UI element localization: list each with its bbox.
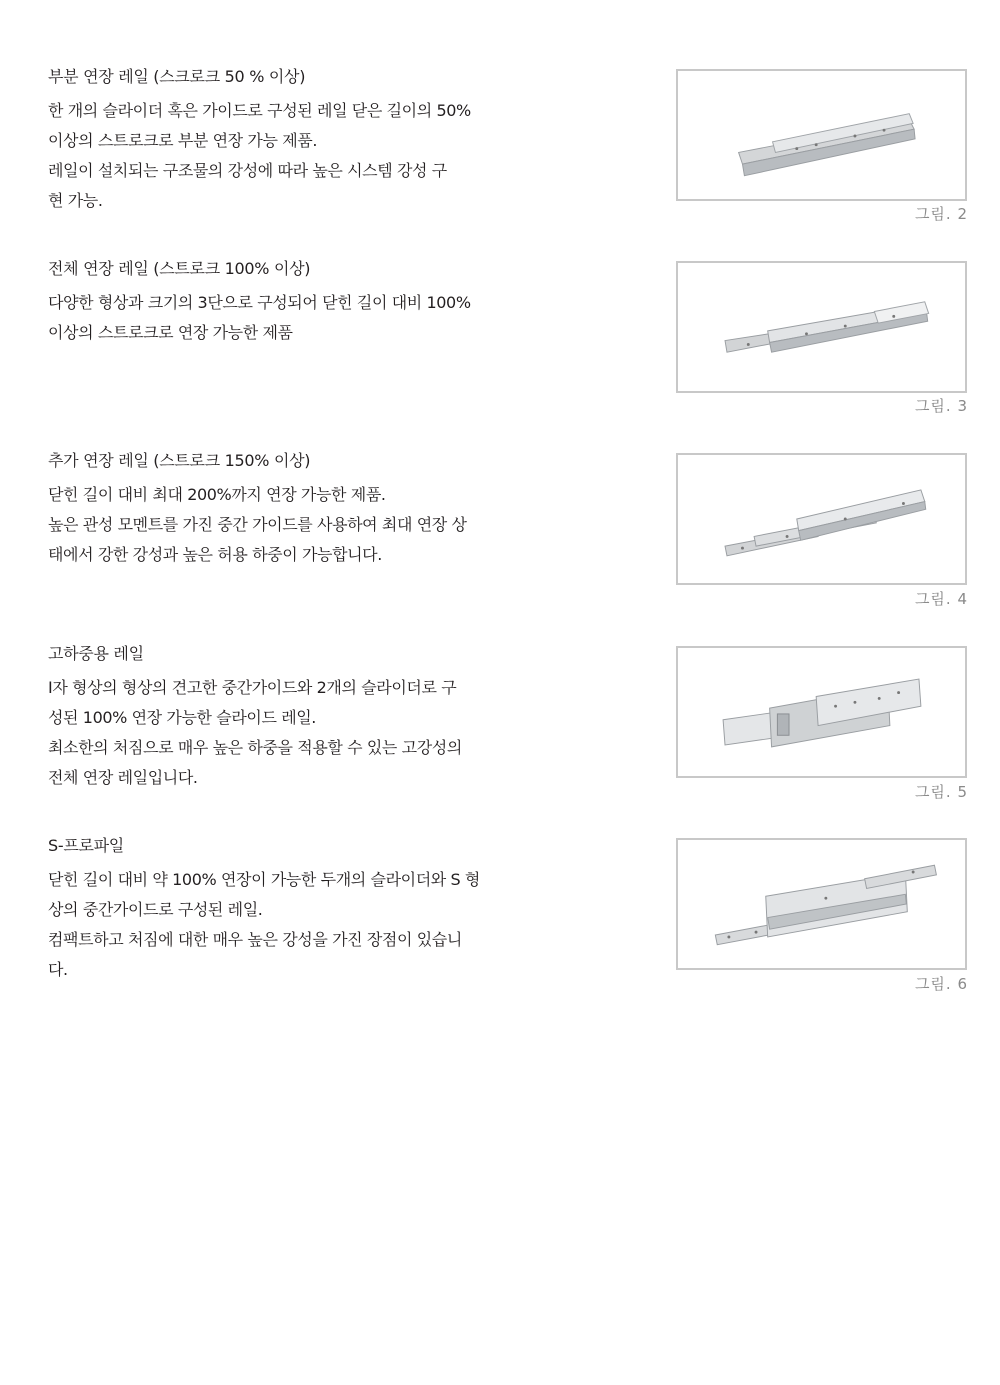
section-partial-extension <box>48 64 494 216</box>
rail-icon <box>678 455 965 583</box>
body-line: 닫힌 길이 대비 최대 200%까지 연장 가능한 제품. <box>48 485 386 504</box>
body-line: 레일이 설치되는 구조물의 강성에 따라 높은 시스템 강성 구 <box>48 161 447 180</box>
over-extension-rail-image <box>676 453 967 585</box>
body-line: 닫힌 길이 대비 약 100% 연장이 가능한 두개의 슬라이더와 S 형 <box>48 870 480 889</box>
body-line: 전체 연장 레일입니다. <box>48 768 198 787</box>
section-heavy-duty <box>48 641 494 793</box>
figure-caption: 그림. 4 <box>914 590 968 608</box>
figure-caption: 그림. 3 <box>914 397 968 415</box>
heavy-duty-rail-image <box>676 646 967 778</box>
partial-extension-rail-image <box>676 69 967 201</box>
section-title: 고하중용 레일 <box>48 644 144 663</box>
section-title: 부분 연장 레일 (스크로크 50 % 이상) <box>48 67 306 86</box>
body-line: 태에서 강한 강성과 높은 허용 하중이 가능합니다. <box>48 545 382 564</box>
section-title: 추가 연장 레일 (스트로크 150% 이상) <box>48 451 311 470</box>
rail-icon <box>678 648 965 776</box>
rail-icon <box>678 840 965 968</box>
body-line: 컴팩트하고 처짐에 대한 매우 높은 강성을 가진 장점이 있습니 <box>48 930 462 949</box>
body-line: 높은 관성 모멘트를 가진 중간 가이드를 사용하여 최대 연장 상 <box>48 515 467 534</box>
body-line: 이상의 스트로크로 연장 가능한 제품 <box>48 323 293 342</box>
figure-caption: 그림. 5 <box>914 783 968 801</box>
full-extension-rail-image <box>676 261 967 393</box>
body-line: 다양한 형상과 크기의 3단으로 구성되어 닫힌 길이 대비 100% <box>48 293 471 312</box>
section-title: S-프로파일 <box>48 836 124 855</box>
section-over-extension <box>48 448 494 570</box>
body-line: I자 형상의 형상의 견고한 중간가이드와 2개의 슬라이더로 구 <box>48 678 457 697</box>
section-full-extension <box>48 256 494 348</box>
body-line: 현 가능. <box>48 191 103 210</box>
body-line: 다. <box>48 960 68 979</box>
body-line: 최소한의 처짐으로 매우 높은 하중을 적용할 수 있는 고강성의 <box>48 738 462 757</box>
section-s-profile <box>48 833 494 985</box>
body-line: 한 개의 슬라이더 혹은 가이드로 구성된 레일 닫은 길이의 50% <box>48 101 471 120</box>
body-line: 성된 100% 연장 가능한 슬라이드 레일. <box>48 708 316 727</box>
body-line: 이상의 스트로크로 부분 연장 가능 제품. <box>48 131 318 150</box>
figure-caption: 그림. 2 <box>914 205 968 223</box>
rail-icon <box>678 71 965 199</box>
body-line: 상의 중간가이드로 구성된 레일. <box>48 900 263 919</box>
section-title: 전체 연장 레일 (스트로크 100% 이상) <box>48 259 311 278</box>
rail-icon <box>678 263 965 391</box>
s-profile-rail-image <box>676 838 967 970</box>
figure-caption: 그림. 6 <box>914 975 968 993</box>
